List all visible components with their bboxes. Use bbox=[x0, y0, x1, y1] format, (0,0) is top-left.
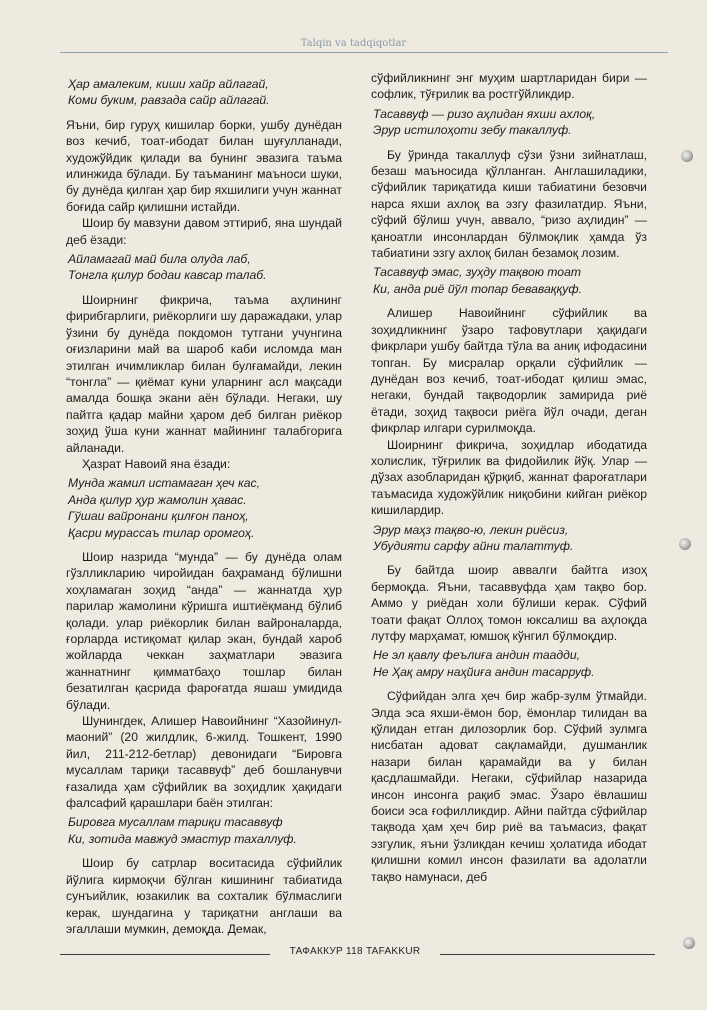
body-paragraph: сўфийликнинг энг муҳим шартларидан бири — софлик, тўғрилик ва ростгўйликдир. bbox=[371, 71, 647, 102]
verse-quote bbox=[371, 106, 647, 139]
verse-line: Ки, зотида мавжуд эмастур тахаллуф. bbox=[68, 831, 297, 846]
body-paragraph: Шоирнинг фикрича, зоҳидлар ибодатида холислик, тўғрилик ва фидойилик йўқ. Улар — дўзах азобларидан қўрқиб, жаннат фароғатлари таъмасида художўйлик ниқобини кийган риёкор кишилардир. bbox=[371, 437, 647, 518]
binding-rivet-top bbox=[681, 150, 693, 162]
page-footer: ТАФАККУР 118 TAFAKKUR bbox=[289, 946, 421, 957]
verse-quote bbox=[66, 251, 342, 284]
body-paragraph: Бу ўринда такаллуф сўзи ўзни зийнатлаш, безаш маъносида қўлланган. Англашиладики, сўфийлик тариқатида киши табиатини безовчи нарса яхши ахлоқ ва эзгу фазилатдир. Яъни, сўфий бўлиш учун, аввало, “ризо аҳлидин” — қаноатли инсонлардан бўлмоқлик ҳамда ўз табиатини эзгу ахлоқ билан безамоқ лозим. bbox=[371, 147, 647, 261]
body-paragraph: Шоирнинг фикрича, таъма аҳлининг фирибгарлиги, риёкорлиги шу даражадаки, улар ўзини бу дунёда покдомон тутгани учунгина оғизларини май ва шароб каби исломда ман этилган ичимликлар билан булғамайди, лекин “тонгла” — қиёмат куни уларнинг асл мақсади амалда бошқа экани аён бўлади. Негаки, шу пайтга қадар майни ҳаром деб билган риёкор зоҳид ўша куни жаннат майининг талабгорига айланади. bbox=[66, 292, 342, 455]
verse-line: Ҳар амалеким, киши хайр айлагай, bbox=[68, 77, 269, 91]
binding-rivet-bottom bbox=[683, 937, 695, 949]
verse-line: Айламагай май била олуда лаб, bbox=[68, 252, 251, 267]
body-paragraph: Алишер Навоийнинг сўфийлик ва зоҳидликнинг ўзаро тафовутлари ҳақидаги фикрлари ушбу байтда тўла ва аниқ ифодасини топган. Бу мисралар орқали сўфийлик — дунёдан воз кечиб, тоат-ибодат қилиш эмас, негаки, бундай тақводорлик замирида риё ётади, зоҳид тақвоси риёга йўл очади, деган фикрлар илгари сурилмоқда. bbox=[371, 306, 647, 436]
verse-line: Анда қилур ҳур жамолин ҳавас. bbox=[68, 492, 247, 507]
body-paragraph: Шунингдек, Алишер Навоийнинг “Хазойинул-маоний” (20 жилдлик, 6-жилд. Тошкент, 1990 йил, 211-212-бетлар) девонидаги “Бировга мусаллам тариқи тасаввуф” деб бошланувчи ғазалида ҳам сўфийлик ва зоҳидлик ҳақидаги фалсафий қарашлари баён этилган: bbox=[66, 714, 342, 811]
verse-line: Гўшаи вайронани қилғон паноҳ, bbox=[68, 509, 249, 524]
verse-quote bbox=[371, 264, 647, 297]
verse-line: Не эл қавлу феълиға андин таадди, bbox=[373, 648, 581, 663]
body-paragraph: Ҳазрат Навоий яна ёзади: bbox=[82, 456, 231, 471]
verse-line: Эрур маҳз тақво-ю, лекин риёсиз, bbox=[373, 522, 569, 537]
verse-line: Мунда жамил истамаган ҳеч кас, bbox=[68, 476, 260, 491]
body-paragraph: Шоир назрида “мунда” — бу дунёда олам гўзлликларию чиройидан баҳраманд бўлишни хоҳламаган зоҳид “анда” — жаннатда ҳур парилар жамолини кўришга иштиёқманд бўлиб қолади. улар риёкорлик билан вайроналарда, ғорларда истиқомат қилар экан, бундай хароб жойларда чеккан заҳматлари эвазига жаннатнинг қимматбаҳо тошлар билан безатилган қасрида фароғатда яшаш умидида бўлади. bbox=[66, 549, 342, 712]
verse-line: Коми буким, равзада сайр айлагай. bbox=[68, 93, 270, 108]
verse-line: Ки, анда риё йўл топар беваваққуф. bbox=[373, 281, 582, 296]
verse-line: Бировга мусаллам тариқи тасаввуф bbox=[68, 815, 283, 830]
body-paragraph: Сўфийдан элга ҳеч бир жабр-зулм ўтмайди. Элда эса яхши-ёмон бор, ёмонлар тилидан ва қўлидан етган дилозорлик бор. Сўфий зулмга нисбатан адоват сақламайди, душманлик назари билан қарамайди ва у билан қасдлашмайди. Негаки, сўфийлар назарида инсон инсонга рақиб эмас. Ўзаро ёвлашиш боиси эса ғофилликдир. Айни пайтда сўфийлар тақвода ҳам ҳеч бир риё ва таъмасиз, фақат эзгулик, яъни ўзликдан кечиш ҳолатида ибодат қилишни комил инсон фазилати ва адолатли тақво намунаси, деб bbox=[371, 689, 647, 884]
body-paragraph: Яъни, бир гуруҳ кишилар борки, ушбу дунёдан воз кечиб, тоат-ибодат билан шуғулланади, художўйдик қилади ва бунинг эвазига таъма илинжида бўлади. Бу таъманинг маъноси шуки, бу дунёда қилган ҳар бир яхшилиги учун жаннат боғида сайр қилишни истайди. bbox=[66, 117, 342, 214]
verse-quote bbox=[66, 814, 342, 847]
verse-quote bbox=[371, 522, 647, 555]
footer-rule-right bbox=[440, 954, 655, 955]
right-column bbox=[371, 70, 647, 885]
body-paragraph: Бу байтда шоир аввалги байтга изоҳ бермоқда. Яъни, тасаввуфда ҳам тақво бор. Аммо у риёдан холи бўлиши керак. Сўфий тоати фақат Оллоҳ томон юксалиш ва аҳлоқда лутфу марҳамат, юмшоқ кўнгил бўлмоқдир. bbox=[371, 563, 647, 643]
running-header: Talqin va tadqiqotlar bbox=[300, 38, 407, 49]
verse-line: Қасри мурассаъ тилар оромгоҳ. bbox=[68, 525, 255, 540]
verse-line: Тонгла қилур бодаи кавсар талаб. bbox=[68, 268, 267, 283]
verse-line: Тасаввуф эмас, зуҳду тақвою тоат bbox=[373, 265, 582, 280]
verse-line: Убудияти сарфу айни талаттуф. bbox=[373, 538, 574, 553]
verse-quote bbox=[66, 76, 342, 109]
header-rule bbox=[60, 52, 668, 53]
body-paragraph: Шоир бу мавзуни давом эттириб, яна шундай деб ёзади: bbox=[66, 216, 342, 247]
verse-line: Не Ҳақ амру наҳйиға андин тасарруф. bbox=[373, 664, 595, 679]
body-paragraph: Шоир бу сатрлар воситасида сўфийлик йўлига кирмоқчи бўлган кишининг табиатида сунъийлик, юзакилик ва сохталик бўлмаслиги керак, шундагина у тариқатни англаши ва эгаллаши мумкин, демоқда. Демак, bbox=[66, 856, 342, 936]
footer-rule-left bbox=[60, 954, 270, 955]
verse-line: Тасаввуф — ризо аҳлидан яхши ахлоқ, bbox=[373, 106, 596, 121]
verse-line: Эрур истилоҳоти зебу такаллуф. bbox=[373, 123, 572, 138]
verse-quote bbox=[371, 647, 647, 680]
binding-rivet-middle bbox=[679, 538, 691, 550]
verse-quote bbox=[66, 475, 342, 541]
left-column bbox=[66, 70, 342, 937]
